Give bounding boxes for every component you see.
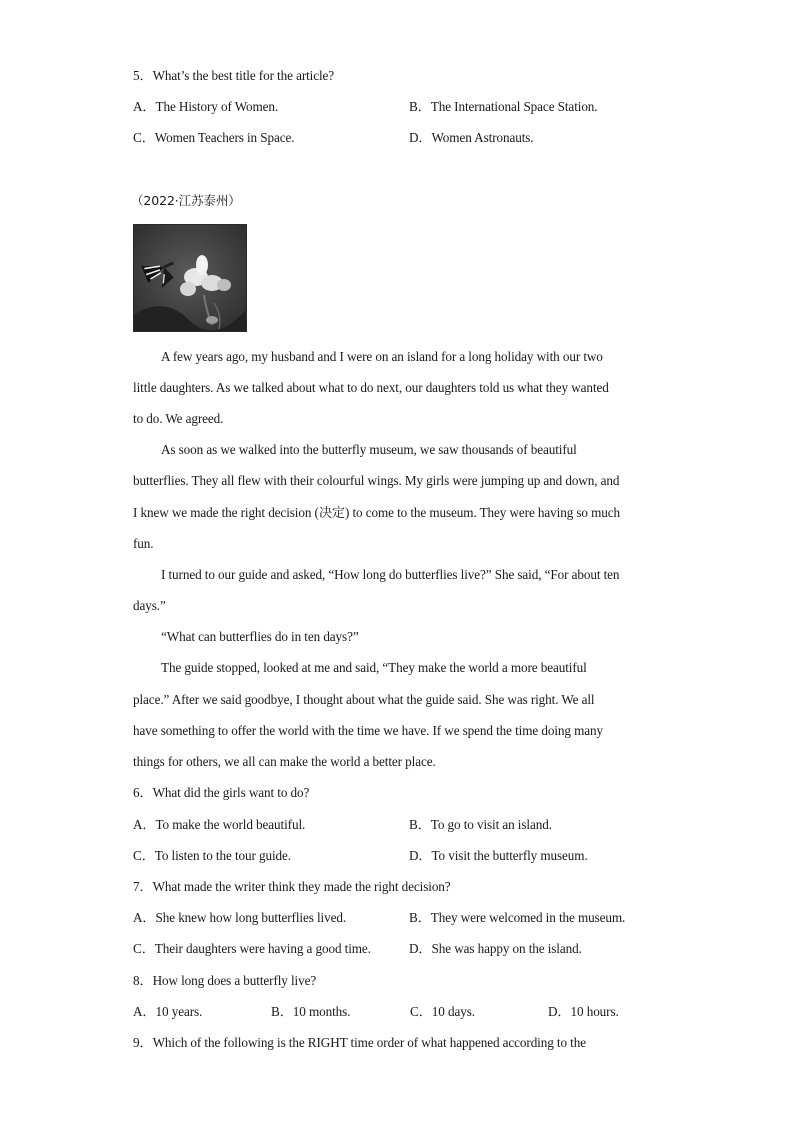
passage-line: place.” After we said goodbye, I thought about what the guide said. She was right. We all — [133, 692, 595, 707]
passage-line: As soon as we walked into the butterfly museum, we saw thousands of beautiful — [161, 442, 577, 457]
q9-stem: 9．Which of the following is the RIGHT time order of what happened according to the — [133, 1035, 586, 1050]
source-label: （2022·江苏泰州） — [131, 193, 241, 208]
passage-line: have something to offer the world with the time we have. If we spend the time doing many — [133, 723, 603, 738]
q6-stem: 6．What did the girls want to do? — [133, 785, 310, 800]
q6-option-c: C．To listen to the tour guide. — [133, 848, 291, 863]
q7-option-b: B．They were welcomed in the museum. — [409, 910, 626, 925]
passage-line: to do. We agreed. — [133, 411, 224, 426]
passage-line: A few years ago, my husband and I were on an island for a long holiday with our two — [161, 349, 603, 364]
q8-option-a: A．10 years. — [133, 1004, 203, 1019]
q5-option-c: C．Women Teachers in Space. — [133, 130, 295, 145]
q5-option-b: B．The International Space Station. — [409, 99, 598, 114]
butterfly-on-flower-photo-icon — [134, 225, 246, 331]
q5-option-a: A．The History of Women. — [133, 99, 279, 114]
q8-stem: 8．How long does a butterfly live? — [133, 973, 317, 988]
passage-line: I turned to our guide and asked, “How long do butterflies live?” She said, “For about ten — [161, 567, 620, 582]
q8-option-d: D．10 hours. — [548, 1004, 619, 1019]
q5-stem: 5．What’s the best title for the article? — [133, 68, 335, 83]
passage-line: days.” — [133, 598, 166, 613]
q5-options-row1 — [133, 99, 278, 115]
q7-stem: 7．What made the writer think they made the right decision? — [133, 879, 451, 894]
passage-line: fun. — [133, 536, 154, 551]
q8-option-b: B．10 months. — [271, 1004, 351, 1019]
passage-line: I knew we made the right decision (决定) to come to the museum. They were having so much — [133, 505, 621, 520]
passage-line: “What can butterflies do in ten days?” — [161, 629, 359, 644]
q5-option-d: D．Women Astronauts. — [409, 130, 534, 145]
passage-line: things for others, we all can make the world a better place. — [133, 754, 436, 769]
q7-option-a: A．She knew how long butterflies lived. — [133, 910, 347, 925]
butterfly-photo — [133, 224, 247, 332]
q6-option-b: B．To go to visit an island. — [409, 817, 552, 832]
passage-line: butterflies. They all flew with their colourful wings. My girls were jumping up and down, and — [133, 473, 620, 488]
q7-option-c: C．Their daughters were having a good time. — [133, 941, 371, 956]
q6-option-d: D．To visit the butterfly museum. — [409, 848, 588, 863]
passage-line: little daughters. As we talked about what to do next, our daughters told us what they wanted — [133, 380, 609, 395]
q8-option-c: C．10 days. — [410, 1004, 475, 1019]
q6-option-a: A．To make the world beautiful. — [133, 817, 306, 832]
q7-option-d: D．She was happy on the island. — [409, 941, 582, 956]
passage-line: The guide stopped, looked at me and said, “They make the world a more beautiful — [161, 660, 587, 675]
